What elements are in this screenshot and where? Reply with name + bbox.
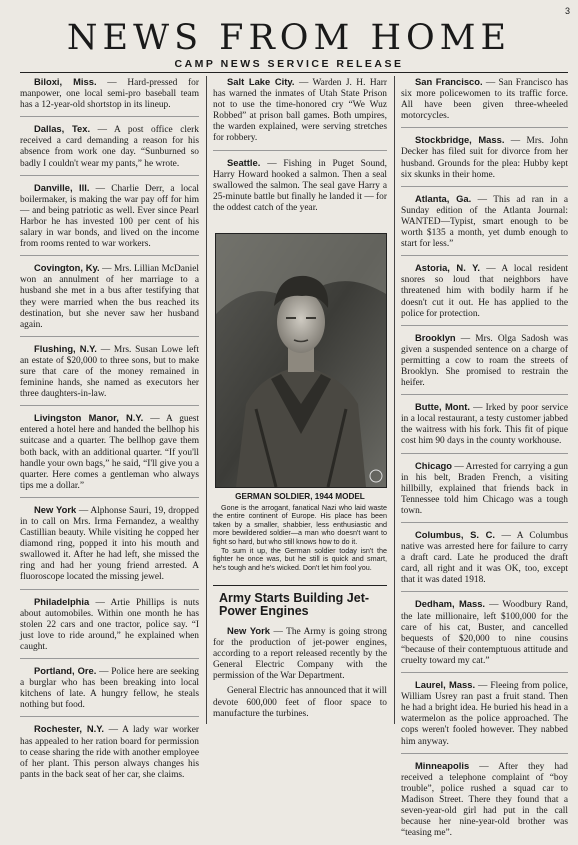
story-text: — The Army is going strong for the production of jet-power engines, according to a report released recently by the General Electric Company with the permission of the War Department. bbox=[213, 627, 387, 682]
news-item bbox=[20, 665, 199, 717]
masthead-subtitle: CAMP NEWS SERVICE RELEASE bbox=[174, 58, 404, 70]
column-divider bbox=[206, 76, 207, 724]
item-text: — Police here are seeking a burglar who has been breaking into local kitchens of late. A hungry fellow, he steals nothing but food. bbox=[20, 667, 199, 711]
news-item bbox=[20, 504, 199, 590]
news-item bbox=[20, 596, 199, 659]
story-paragraph: General Electric has announced that it will devote 600,000 feet of floor space to manufacture the turbines. bbox=[213, 686, 387, 719]
item-text: — Woodbury Rand, the late millionaire, left $100,000 for the care of his cat, Buster, and cancelled bequests of $20,000 to nine cousins “because of their contemptuous attitude and cruelty toward my cat.” bbox=[401, 600, 568, 666]
header-rule bbox=[20, 72, 568, 73]
news-item bbox=[401, 401, 568, 453]
soldier-photo bbox=[215, 233, 387, 488]
item-text: — Charlie Derr, a local boilermaker, is making the war pay off for him — and being patriotic as well. Ever since Pearl Harbor he has invested 100 per cent of his salary in war bonds, and lived on the income from rooms rented to war workers. bbox=[20, 183, 199, 250]
item-text: — Mrs. Lillian McDaniel won an annulment of her marriage to a husband she met in a bus after testifying that they were married when the bus reached its destination, but she never saw her husband again. bbox=[20, 264, 199, 330]
dateline: Atlanta, Ga. bbox=[415, 192, 472, 204]
news-item bbox=[401, 679, 568, 754]
news-item bbox=[401, 332, 568, 395]
dateline: New York bbox=[227, 625, 270, 636]
photo-caption bbox=[213, 493, 387, 572]
news-item bbox=[401, 460, 568, 523]
dateline: Chicago bbox=[415, 459, 452, 471]
masthead-title: NEWS FROM HOME bbox=[66, 18, 512, 58]
item-text: — Artie Phillips is nuts about automobiles. Within one month he has stolen 22 cars and one tractor, police say. “I just love to ride around,” he explained when caught. bbox=[20, 597, 199, 652]
item-text: — Irked by poor service in a local restaurant, a testy customer jabbed the waitress with his fork. This fit of pique cost him 90 days in the county workhouse. bbox=[401, 403, 568, 447]
item-text: — San Francisco has six more policewomen to its traffic force. All have been given three-wheeled motorcycles. bbox=[401, 78, 568, 122]
dateline: Minneapolis bbox=[415, 759, 470, 771]
dateline: Stockbridge, Mass. bbox=[415, 134, 505, 146]
news-item bbox=[20, 262, 199, 337]
dateline: Dallas, Tex. bbox=[34, 123, 91, 135]
news-item bbox=[20, 182, 199, 257]
item-text: — Warden J. H. Harr has warned the inmates of Utah State Prison not to use the time-honored cry “We Wuz Robbed” at prison ball games. Both umpires, the warden explained, were serving stretches for robbery. bbox=[213, 78, 387, 144]
page-number: 3 bbox=[564, 6, 570, 16]
dateline: Astoria, N. Y. bbox=[415, 262, 480, 274]
dateline: Biloxi, Miss. bbox=[34, 76, 97, 87]
news-item bbox=[401, 529, 568, 592]
dateline: Brooklyn bbox=[415, 331, 456, 343]
item-text: — Fishing in Puget Sound, Harry Howard hooked a salmon. Then a seal swallowed the salmon. The seal gave Harry a 25-minute battle but finally he landed it — for the oddest catch of the year. bbox=[213, 158, 387, 213]
story-headline: Army Starts Building Jet-Power Engines bbox=[219, 591, 370, 618]
item-text: — Hard-pressed for manpower, one local semi-pro baseball team has a 12-year-old shortstop in its lineup. bbox=[20, 78, 199, 111]
news-item bbox=[20, 723, 199, 780]
news-item bbox=[20, 343, 199, 406]
news-item bbox=[401, 262, 568, 325]
news-item bbox=[401, 193, 568, 256]
column-divider bbox=[394, 76, 395, 724]
item-text: — After they had received a telephone complaint of “boy trouble”, police rushed a squad car to Madison Street. There they found that a seven-year-old girl had put in the call because her nine-year-old brother was “teasing me”. bbox=[401, 761, 568, 839]
dateline: Rochester, N.Y. bbox=[34, 723, 105, 735]
dateline: Dedham, Mass. bbox=[415, 598, 486, 610]
dateline: San Francisco. bbox=[415, 76, 483, 87]
news-item bbox=[401, 598, 568, 673]
dateline: Columbus, S. C. bbox=[415, 529, 496, 540]
caption-title: GERMAN SOLDIER, 1944 MODEL bbox=[235, 492, 365, 501]
dateline: New York bbox=[34, 503, 77, 515]
news-column-middle bbox=[213, 76, 387, 220]
news-item bbox=[213, 157, 387, 214]
jet-engine-story bbox=[213, 585, 387, 724]
caption-paragraph: To sum it up, the German soldier today isn't the fighter he once was, but he still is quick and smart, he's tough and he's wicked. Don't let him fool you. bbox=[213, 545, 387, 572]
news-item bbox=[20, 76, 199, 117]
item-text: — A lady war worker has appealed to her ration board for permission to cease sharing the ride with another employee of her plant. This person always changes his pants in the back seat of her car, she claims. bbox=[20, 725, 199, 780]
item-text: — Fleeing from police, William Usrey ran past a fruit stand. Then he had a bright idea. He buried his head in a watermelon as the police approached. The cops weren't fooled however. They nabbed him anyway. bbox=[401, 681, 568, 747]
news-item bbox=[20, 123, 199, 175]
item-text: — A post office clerk received a card demanding a reason for his absence from work one day. “Sunburned so badly I couldn't wear my pants,” he wrote. bbox=[20, 125, 199, 169]
news-column-left bbox=[20, 76, 199, 787]
story-body bbox=[213, 625, 387, 720]
item-text: — Mrs. Olga Sadosh was given a suspended sentence on a charge of permitting a cow to roam the streets of Brooklyn. She promised to restrain the heifer. bbox=[401, 333, 568, 389]
item-text: — Arrested for carrying a gun in his belt, Braden French, a visiting hillbilly, explained that friends back in Tennessee told him Chicago was a tough town. bbox=[401, 461, 568, 516]
dateline: Philadelphia bbox=[34, 595, 90, 607]
dateline: Portland, Ore. bbox=[34, 665, 97, 677]
dateline: Seattle. bbox=[227, 156, 261, 168]
dateline: Danville, Ill. bbox=[34, 181, 90, 193]
dateline: Salt Lake City. bbox=[227, 76, 295, 87]
caption-paragraph: Gone is the arrogant, fanatical Nazi who laid waste the entire continent of Europe. His place has been taken by a smaller, shabbier, less enthusiastic and more bewildered soldier—a man who doesn't want to fight so hard, but who still knows how to do it. bbox=[213, 502, 387, 546]
news-item bbox=[401, 134, 568, 186]
dateline: Livingston Manor, N.Y. bbox=[34, 412, 144, 424]
item-text: — Mrs. John Decker has filed suit for divorce from her husband. Grounds for the plea: Hubby kept six skunks in their home. bbox=[401, 136, 568, 180]
item-text: — Mrs. Susan Lowe left an estate of $20,000 to three sons, but to make sure that care of the money remained in feminine hands, she named as executors her three daughters-in-law. bbox=[20, 344, 199, 400]
story-paragraph bbox=[213, 625, 387, 682]
news-item bbox=[401, 76, 568, 128]
item-text: — A local resident snores so loud that neighbors have threatened him with bodily harm if he doesn't cut it out. He has applied to the police for protection. bbox=[401, 264, 568, 319]
news-item bbox=[20, 412, 199, 498]
item-text: — This ad ran in a Sunday edition of the Atlanta Journal: WANTED—Typist, smart enough to be worth $135 a month, yet dumb enough to start for less.” bbox=[401, 194, 568, 250]
dateline: Covington, Ky. bbox=[34, 262, 100, 274]
soldier-photo-image bbox=[216, 234, 386, 487]
dateline: Laurel, Mass. bbox=[415, 679, 476, 691]
dateline: Butte, Mont. bbox=[415, 401, 470, 413]
dateline: Flushing, N.Y. bbox=[34, 342, 97, 354]
item-text: — A Columbus native was arrested here for failure to carry a draft card. Late he produced the draft card, all right and it was OK, too, except that it was dated 1918. bbox=[401, 531, 568, 586]
news-item bbox=[213, 76, 387, 151]
news-item bbox=[401, 760, 568, 840]
item-text: — A guest entered a hotel here and handed the bellhop his suitcase and a quarter. The bellhop gave them both back, with an additional quarter. “If you'll handle your own bags,” he said, “I'll give you a quarter. Here comes a gentleman who always tips me a dollar.” bbox=[20, 414, 199, 491]
item-text: — Alphonse Sauri, 19, dropped in to call on Mrs. Irma Fernandez, a wealthy Castillian beauty. While visiting he copped her diamond ring, popped it into his mouth and swallowed it. After he had left, she missed the ring and had her young friend arrested. A fluoroscope located the missing jewel. bbox=[20, 505, 199, 583]
